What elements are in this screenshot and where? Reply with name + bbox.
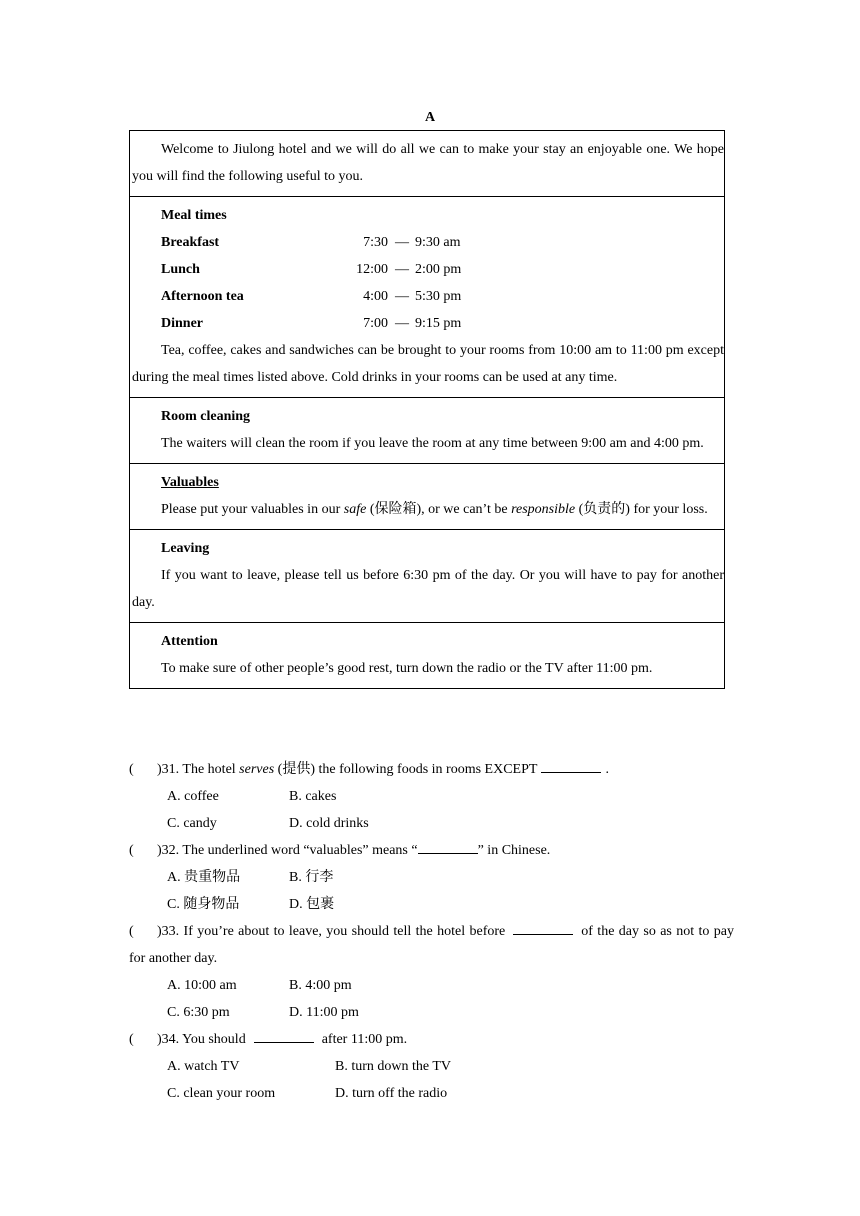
question-33: ( )33. If you’re about to leave, you should tell the hotel before of the day so as not to pay for another day. xyxy=(129,918,734,972)
option: C. 6:30 pm xyxy=(167,1005,230,1020)
hotel-notice-table xyxy=(129,130,725,689)
answer-blank xyxy=(541,758,601,773)
meal-dash: — xyxy=(395,235,409,250)
room-cleaning-heading: Room cleaning xyxy=(161,409,251,424)
question-34: ( )34. You should after 11:00 pm. xyxy=(129,1026,734,1053)
options-row xyxy=(129,810,734,837)
meal-name: Lunch xyxy=(161,262,200,277)
meal-dash: — xyxy=(395,289,409,304)
options-row xyxy=(129,783,734,810)
passage-label: A xyxy=(424,110,436,125)
question-32: ( )32. The underlined word “valuables” means “ ” in Chinese. xyxy=(129,837,734,864)
answer-blank xyxy=(254,1028,314,1043)
answer-blank xyxy=(418,839,478,854)
safe-word: safe xyxy=(343,502,367,517)
option: B. cakes xyxy=(289,789,337,804)
meal-name: Dinner xyxy=(161,316,203,331)
option: A. coffee xyxy=(167,789,219,804)
meal-row xyxy=(130,229,724,256)
meal-dash: — xyxy=(395,262,409,277)
meal-times-heading: Meal times xyxy=(161,208,227,223)
room-cleaning-text: The waiters will clean the room if you leave the room at any time between 9:00 am and 4:00 pm. xyxy=(161,436,704,451)
option: A. 贵重物品 xyxy=(167,870,241,885)
leaving-text: If you want to leave, please tell us before 6:30 pm of the day. Or you will have to pay for another day. xyxy=(132,568,724,610)
option: D. 11:00 pm xyxy=(289,1005,359,1020)
meal-name: Afternoon tea xyxy=(161,289,244,304)
attention-section xyxy=(130,623,724,689)
meal-row xyxy=(130,256,724,283)
meal-end: 5:30 pm xyxy=(415,289,462,304)
room-cleaning-section xyxy=(130,398,724,464)
meal-end: 9:15 pm xyxy=(415,316,462,331)
meal-name: Breakfast xyxy=(161,235,220,250)
attention-heading: Attention xyxy=(161,634,218,649)
leaving-heading: Leaving xyxy=(161,541,210,556)
meal-dash: — xyxy=(395,316,409,331)
option: C. 随身物品 xyxy=(167,897,240,912)
option: A. 10:00 am xyxy=(167,978,237,993)
meal-note: Tea, coffee, cakes and sandwiches can be brought to your rooms from 10:00 am to 11:00 pm except during the meal times listed above. Cold drinks in your rooms can be used at any time. xyxy=(132,343,724,385)
meal-row xyxy=(130,283,724,310)
option: D. cold drinks xyxy=(289,816,369,831)
meal-start: 4:00 xyxy=(363,289,388,304)
meal-end: 9:30 am xyxy=(415,235,461,250)
questions-block xyxy=(129,756,734,1107)
options-row xyxy=(129,1053,734,1080)
meal-start: 7:00 xyxy=(363,316,388,331)
responsible-word: responsible xyxy=(511,502,576,517)
option: B. 行李 xyxy=(289,870,334,885)
options-row xyxy=(129,891,734,918)
question-31: ( )31. The hotel serves (提供) the following foods in rooms EXCEPT . xyxy=(129,756,734,783)
meal-start: 12:00 xyxy=(356,262,388,277)
option: C. clean your room xyxy=(167,1086,276,1101)
option: B. turn down the TV xyxy=(335,1059,452,1074)
options-row xyxy=(129,972,734,999)
options-row xyxy=(129,1080,734,1107)
intro-text: Welcome to Jiulong hotel and we will do all we can to make your stay an enjoyable one. We hope you will find the following useful to you. xyxy=(132,142,724,184)
meal-end: 2:00 pm xyxy=(415,262,462,277)
intro-section xyxy=(130,131,724,197)
valuables-text: Please put your valuables in our safe (保险箱), or we can’t be responsible (负责的) for your loss. xyxy=(161,502,708,517)
meal-row xyxy=(130,310,724,337)
options-row xyxy=(129,864,734,891)
meal-start: 7:30 xyxy=(363,235,388,250)
answer-blank xyxy=(513,920,573,935)
option: B. 4:00 pm xyxy=(289,978,352,993)
option: A. watch TV xyxy=(167,1059,240,1074)
valuables-section xyxy=(130,464,724,530)
serves-word: serves xyxy=(239,762,275,777)
leaving-section xyxy=(130,530,724,623)
meal-times-section xyxy=(130,197,724,398)
options-row xyxy=(129,999,734,1026)
option: D. turn off the radio xyxy=(335,1086,448,1101)
valuables-heading: Valuables xyxy=(161,475,219,490)
option: D. 包裹 xyxy=(289,897,335,912)
option: C. candy xyxy=(167,816,217,831)
attention-text: To make sure of other people’s good rest, turn down the radio or the TV after 11:00 pm. xyxy=(161,661,653,676)
